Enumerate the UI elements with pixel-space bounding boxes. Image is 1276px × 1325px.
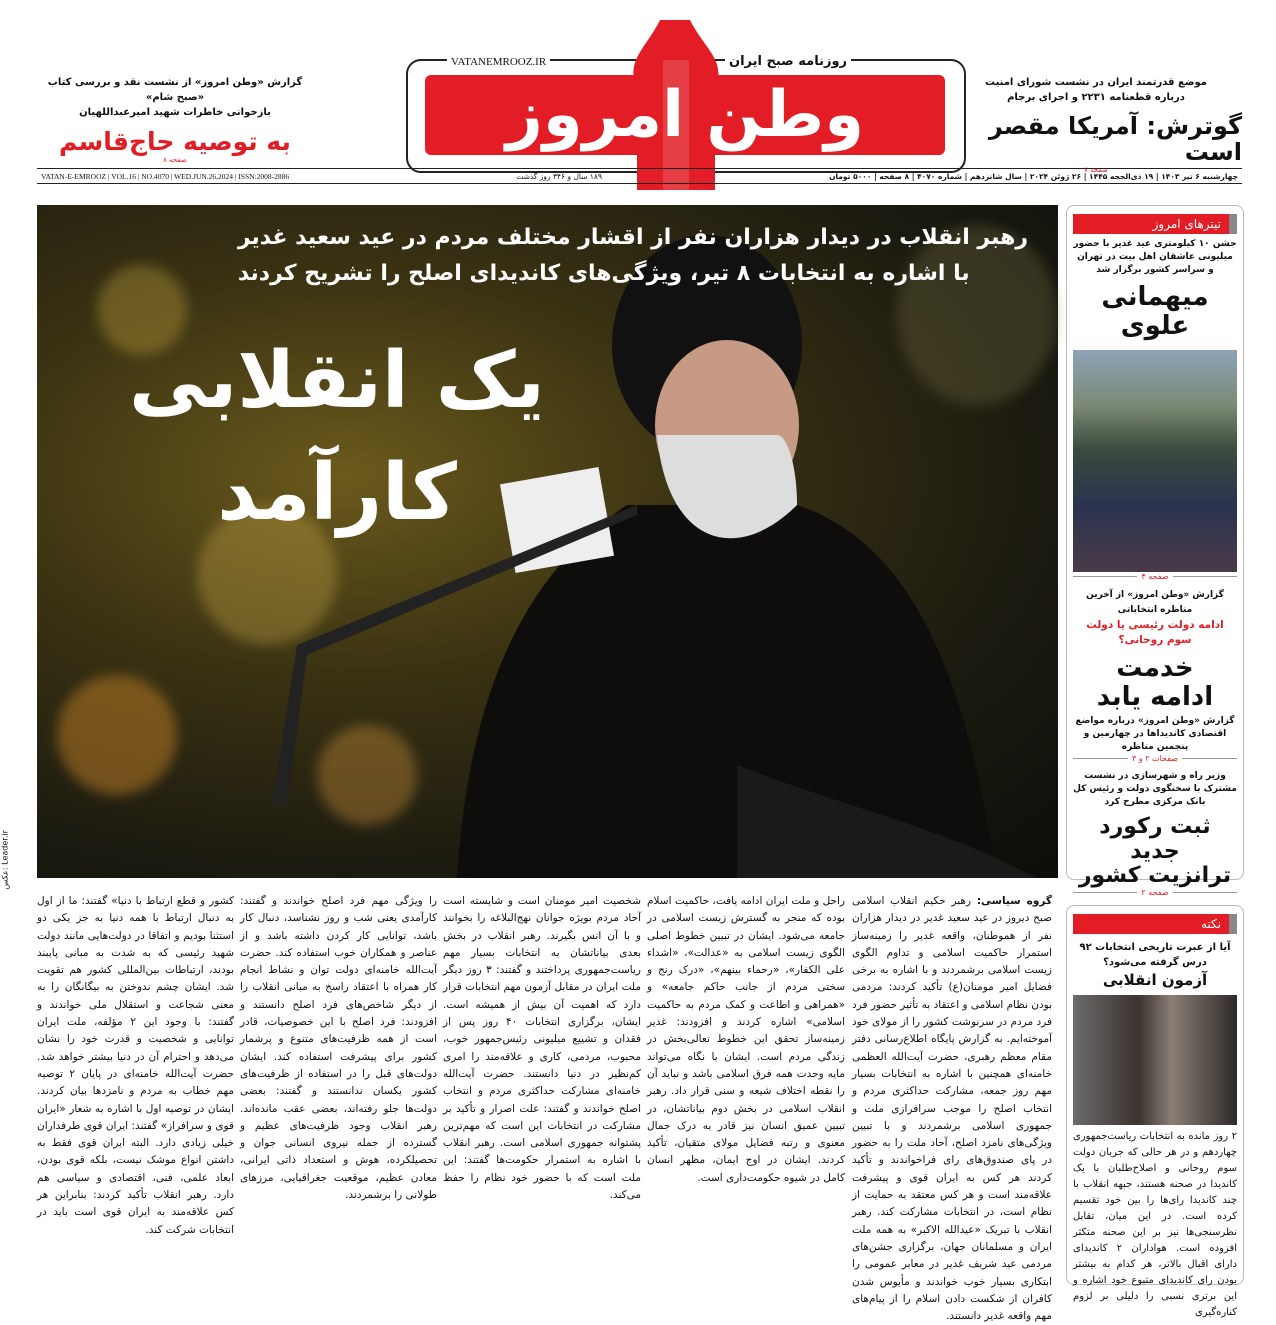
item-headline-2: علوی [1120,310,1190,341]
item-kicker: جشن ۱۰ کیلومتری عید غدیر با حضور میلیونی عاشقان اهل بیت در تهران و سراسر کشور برگزار شد [1073,239,1237,275]
lead-headline-2: کارآمد [217,448,457,538]
item-headline-2: ادامه یابد [1096,681,1214,712]
item-page [1073,887,1237,900]
article-column-5: کشور و قطع ارتباط با دنیا» گفتند: ما از اول به دنبال ارتباط با همه دنیا به جز یکی دو استثنا بودیم و اتفاقا در دولت‌هایی مانند دولت شهید رئیسی که به شدت به مبانی پایبند بودند، ارتباطات بین‌المللی کشور هم تقویت شد. ایشان چشم ندوختن به بیگانگان را به معنی شجاعت و استقلال ملی خواندند و گفتند: با وجود این ۲ مؤلفه، ملت ایران توانایی و شخصیت و قدرت خود را نشان می‌دهد و احترام آن در دنیا بیشتر خواهد شد. حضرت آیت‌الله خامنه‌ای در پایان ۲ توصیه مهم خطاب به مردم و نامزدها بیان کردند. ایشان در توصیه اول با اشاره به شعار «ایران قوی و سرافراز» گفتند: ایران قوی طرفداران خیلی زیادی دارد. البته ایران قوی فقط به داشتن انواع موشک نیست، بلکه قوی بودن، ابعاد علمی، فنی، اقتصادی و سیاسی هم دارد. رهبر انقلاب تأکید کردند: بنابراین هر کس علاقه‌مند به ایران قوی است باید در انتخابات شرکت کند. [37,895,234,1236]
item-headline: میهمانی [1101,282,1209,312]
left-teaser-page: صفحه ۸ [163,155,187,164]
info-bar-days: ۱۸۹ سال و ۳۴۶ روز گذشت [516,171,602,181]
right-teaser-headline: گوترش: آمریکا مقصر است [988,112,1242,167]
note-section-title: نکته [1073,914,1237,934]
right-teaser-page: صفحه ۷ [1084,165,1108,174]
lead-deck-2: با اشاره به انتخابات ۸ تیر، ویژگی‌های کاندیدای اصلح را تشریح کردند [237,261,970,286]
left-teaser-kicker: گزارش «وطن امروز» از نشست نقد و بررسی کتاب «صبح شام» [47,77,303,103]
article-byline: گروه سیاسی: [976,895,1052,907]
item-page-label: صفحه ۴ [1137,572,1172,581]
lead-headline [77,325,597,549]
crowd-photo [1073,350,1237,572]
masthead-url: VATANEMROOZ.IR [447,56,550,68]
sidebar-section-title: تیترهای امروز [1073,214,1237,234]
left-teaser[interactable] [40,75,310,164]
info-bar-latin: VATAN-E-EMROOZ | VOL.16 | NO.4070 | WED.JUN.26,2024 | ISSN:2008-2886 [41,171,290,181]
item-page [1073,572,1237,584]
masthead-tagline: روزنامه صبح ایران [725,54,851,69]
sidebar-headlines [1066,205,1244,897]
item-page-label: صفحه ۲ [1137,888,1172,897]
info-bar [37,165,1242,184]
note-kicker: آیا از عبرت تاریخی انتخابات ۹۲ درس گرفته می‌شود؟ [1079,942,1231,968]
item-page-label: صفحات ۲ و ۳ [1128,754,1182,763]
lead-headline-1: یک انقلابی [129,336,545,426]
sidebar-item-2[interactable] [1073,588,1237,766]
item-note: گزارش «وطن امروز» درباره مواضع اقتصادی کاندیداها در چهارمین و پنجمین مناظره [1075,716,1235,753]
note-body: ۲ روز مانده به انتخابات ریاست‌جمهوری چهاردهم و در هر حالی که جریان دولت سوم روحانی و اصلاح‌طلبان با یک کاندیدا در صحنه هستند، جبهه انقلاب با چند کاندیدا رای‌ها را بین خود تقسیم کرده است. در این میان، تقابل نظرسنجی‌ها نیز بر این صحنه متکثر افزوده است. هواداران ۲ کاندیدای دارای اقبال بالاتر، هر کدام به بیشتر بودن رای کاندیدای متبوع خود اشاره و این برتری نسبی را دلیلی بر لزوم کناره‌گیری [1073,1130,1237,1318]
masthead-logo [405,20,965,190]
photo-credit: عکس: Leader.ir [0,830,10,890]
article-column-3: شخصیت امیر مومنان است و شایسته است آحاد مردم بویژه جوانان نهج‌البلاغه را بخوانند و با آن انس بگیرند. رهبر انقلاب در بخش بعدی بیاناتشان به انتخابات بسیار مهم ریاست‌جمهوری پرداختند و گفتند: ۳ روز دیگر ملت ایران در مقابل آزمون مهم انتخابات قرار دارد که اهمیت آن بیش از همیشه است. ایشان، برگزاری انتخابات ۴۰ روز پس از فقدان و تشییع میلیونی رئیس‌جمهور خوب، محبوب، مردمی، کاری و علاقه‌مند را امری کم‌نظیر در دنیا دانستند. حضرت آیت‌الله خامنه‌ای مشارکت حداکثری مردم و انتخاب اصلح خواندند و گفتند: علت اصرار و تأکید بر مشارکت در انتخابات این است که مهم‌ترین پشتوانه جمهوری اسلامی است. رهبر انقلاب با اشاره به استمرار حکومت‌ها گفتند: این ملت است که با حضور خود نظام را حفظ می‌کند. [443,895,641,1202]
right-teaser[interactable] [950,75,1242,174]
right-teaser-kicker-2: درباره قطعنامه ۲۲۳۱ و اجرای برجام [1007,92,1185,103]
candidates-photo [1073,995,1237,1125]
lead-deck [238,223,1028,289]
item-kicker: گزارش «وطن امروز» از آخرین مناظره انتخاباتی [1086,590,1224,616]
item-headline-2: ترانزیت کشور [1078,862,1232,888]
note-box[interactable] [1066,905,1244,1318]
item-headline: ثبت رکورد جدید [1099,814,1211,864]
item-page [1073,754,1237,766]
lead-deck-1: رهبر انقلاب در دیدار هزاران نفر از اقشار مختلف مردم در عید سعید غدیر [237,225,1028,250]
left-teaser-headline: به توصیه حاج‌قاسم [59,127,291,156]
left-teaser-kicker-2: بازخوانی خاطرات شهید امیرعبداللهیان [79,107,271,118]
article-column-4: را ویژگی مهم فرد اصلح خواندند و گفتند: کارآمدی یعنی شب و روز نشناسد، دنبال کار باشد، توانایی کار کردن داشته باشد و از عناصر و همکاران خوب استفاده کند. حضرت آیت‌الله خامنه‌ای دولت توان و نشاط انجام کار همراه با اعتقاد راسخ به مبانی انقلاب را از دیگر شاخص‌های فرد اصلح دانستند و افزودند: فرد اصلح با این خصوصیات، قادر است از همه ظرفیت‌های متنوع و پرشمار کشور برای پیشرفت استفاده کند. ایشان دولت‌های قبل را در استفاده از ظرفیت‌های کشور یکسان ندانستند و گفتند: بعضی دولت‌ها جلو رفته‌اند، بعضی عقب مانده‌اند. رهبر انقلاب وجود ظرفیت‌های عظیم و گسترده از جمله نیروی انسانی جوان و تحصیلکرده، هوش و استعداد ذاتی ایرانی، معادن عظیم، موقعیت جغرافیایی، مرزهای طولانی را برشمردند. [240,895,437,1202]
item-subhead: ادامه دولت رئیسی یا دولت سوم روحانی؟ [1086,619,1224,647]
right-teaser-kicker: موضع قدرتمند ایران در نشست شورای امنیت [984,77,1207,88]
sidebar-item-1[interactable] [1073,238,1237,584]
article-column-2: راحل و ملت ایران ادامه یافت، حاکمیت اسلام بوده که منجر به گسترش زیست اسلامی در جامعه می‌شود. ایشان در تبیین خطوط اصلی الگوی زیست اسلامی به «عدالت»، «اشداء علی الکفار»، «رحماء بینهم»، «درک رنج و سختی مردم از جانب حاکم جامعه» و «همراهی و اطاعت و کمک مردم به حاکمیت اسلامی» اشاره کردند و افزودند: غدیر زمینه‌ساز تحقق این خطوط تعالی‌بخش در زندگی مردم است. ایشان با نگاه می‌تواند مایه وحدت همه فرق اسلامی باشد و نباید آن را نقطه اختلاف شیعه و سنی قرار داد. رهبر انقلاب اسلامی در بخش دوم بیاناتشان، در تبیین عمیق انسان نیز قادر به درک جمال معنوی و رتبه فضایل مولای متقیان، تأکید کردند. ایشان در اوج ایمان، مظهر انسان کامل در شیوه حکومت‌داری است. [647,895,845,1184]
item-kicker: وزیر راه و شهرسازی در نشست مشترک با سخنگوی دولت و رئیس کل بانک مرکزی مطرح کرد [1073,771,1237,808]
info-bar-date: چهارشنبه ۶ تیر ۱۴۰۳ | ۱۹ ذی‌الحجه ۱۴۴۵ | ۲۶ ژوئن ۲۰۲۴ | سال شانزدهم | شماره ۴۰۷۰ | ۸ صفحه | ۵۰۰۰ تومان [829,171,1238,181]
article-column-1 [852,893,1052,1323]
sidebar-item-3[interactable] [1073,770,1237,900]
item-headline: خدمت [1116,653,1194,684]
column-text: رهبر حکیم انقلاب اسلامی صبح دیروز در عید سعید غدیر در دیدار هزاران نفر از هموطنان، واقعه غدیر را زمینه‌ساز استمرار حاکمیت اسلامی و تداوم الگوی زیست اسلامی برشمردند و با اشاره به برخی فضایل امیر مومنان(ع) تأکید کردند: مردمی بودن نظام اسلامی و اعتقاد به تأثیر حضور فرد فرد مردم در سرنوشت کشور را از مولای خود آموخته‌ایم. به گزارش پایگاه اطلاع‌رسانی دفتر مقام معظم رهبری، حضرت آیت‌الله العظمی خامنه‌ای همچنین با اشاره به انتخابات بسیار مهم روز جمعه، مشارکت حداکثری مردم و انتخاب اصلح را موجب سرافرازی ملت و جمهوری اسلامی برشمردند و با تبیین ویژگی‌های نامزد اصلح، آحاد ملت را به حضور در پای صندوق‌های رای فراخواندند و تأکید کردند هر کس به ایران قوی و پیشرفت علاقه‌مند است و هر کس معتقد به حمایت از نظام است، در انتخابات مشارکت کند. رهبر انقلاب با تبریک «عیدالله الاکبر» به همه ملت ایران و مسلمانان جهان، برگزاری جشن‌های مردمی عید شریف غدیر در معابر عمومی را ابتکاری بسیار خوب خواندند و مأیوس شدن کافران از شکست دادن اسلام را از پیام‌های مهم واقعه غدیر دانستند. [852,895,1052,1323]
logo-text: وطن امروز [506,78,864,152]
lead-photo [37,205,1058,878]
note-headline: آزمون انقلابی [1102,971,1208,989]
